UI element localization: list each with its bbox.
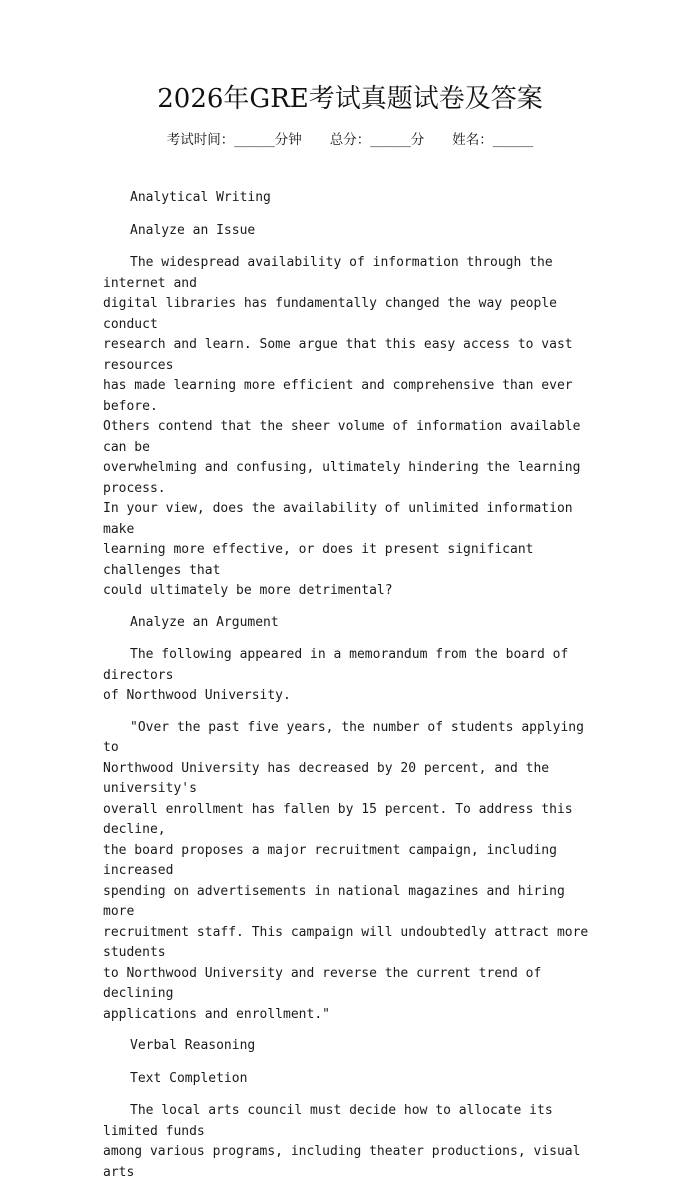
document-body bbox=[103, 188, 600, 1194]
issue-prompt-paragraph: The widespread availability of information through the internet and digital libraries has fundamentally changed the way people conduct research and learn. Some argue that this easy access to vast resources has made learning more efficient and comprehensive than ever before. Others contend that the sheer volume of information available can be overwhelming and confusing, ultimately hindering the learning process. In your view, does the availability of unlimited information make learning more effective, or does it present significant challenges that could ultimately be more detrimental? bbox=[103, 255, 581, 598]
exam-meta bbox=[0, 130, 700, 150]
section-heading: Analyze an Argument bbox=[130, 614, 279, 630]
section-heading: Analyze an Issue bbox=[130, 222, 256, 238]
total-score-field: 总分：______分 bbox=[329, 132, 425, 148]
name-field: 姓名：______ bbox=[452, 132, 534, 148]
page-title: 2026年GRE考试真题试卷及答案 bbox=[157, 84, 543, 114]
section-heading: Text Completion bbox=[130, 1070, 248, 1086]
section-heading: Verbal Reasoning bbox=[130, 1038, 256, 1053]
argument-intro-paragraph: The following appeared in a memorandum from the board of directors of Northwood University. bbox=[103, 647, 569, 703]
exam-time-field: 考试时间：______分钟 bbox=[166, 132, 302, 148]
text-completion-paragraph: The local arts council must decide how to allocate its limited funds among various programs, including theater productions, visual arts bbox=[103, 1103, 581, 1180]
section-heading: Analytical Writing bbox=[130, 190, 271, 205]
argument-quote-paragraph: "Over the past five years, the number of students applying to Northwood University has decreased by 20 percent, and the university's overall enrollment has fallen by 15 percent. To address this decline, the board proposes a major recruitment campaign, including increased spending on advertisements in national magazines and hiring more recruitment staff. This campaign will undoubtedly attract more students to Northwood University and reverse the current trend of declining applications and enrollment." bbox=[103, 719, 589, 1022]
